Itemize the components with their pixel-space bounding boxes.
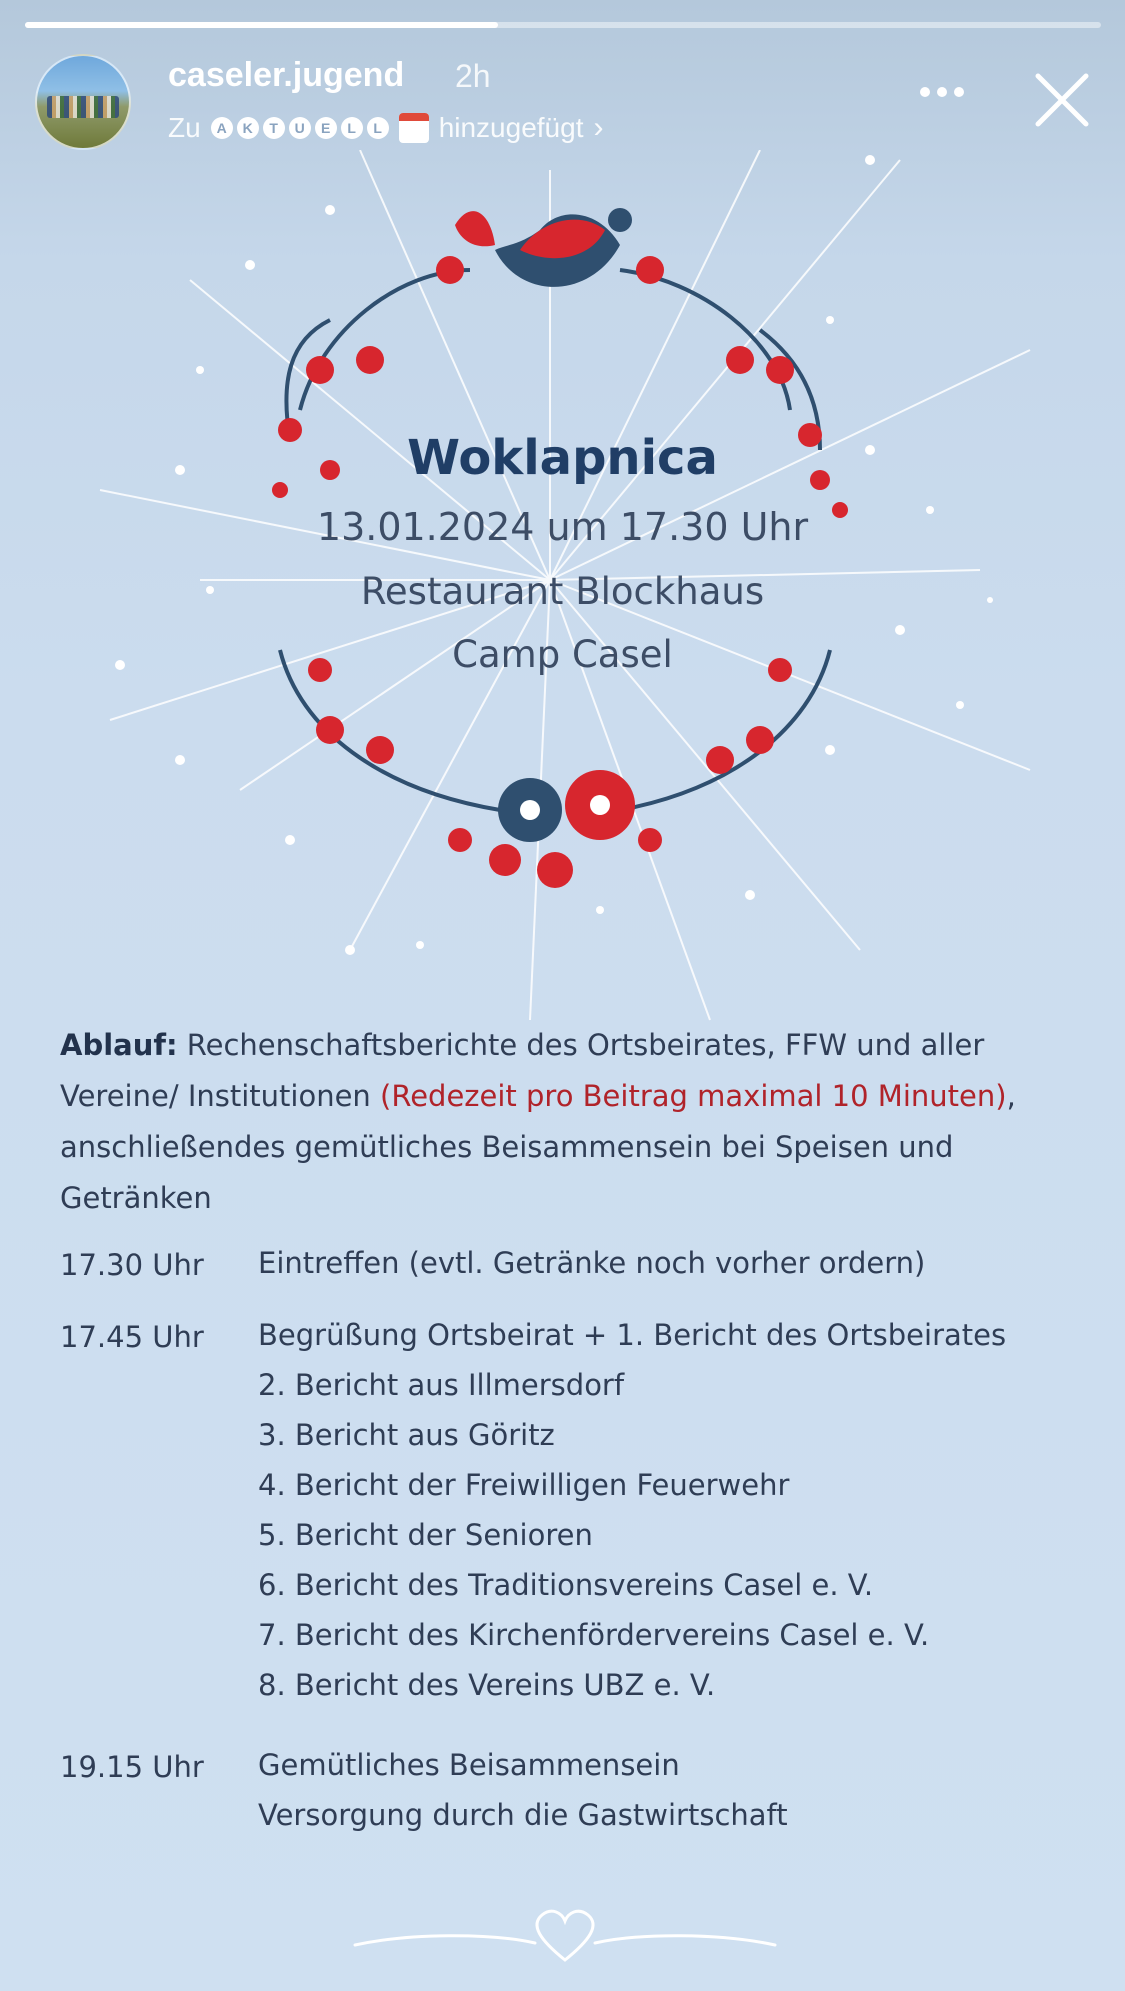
post-time: 2h — [455, 58, 491, 94]
avatar[interactable] — [35, 54, 131, 150]
chevron-right-icon: › — [593, 111, 604, 144]
highlight-name — [211, 117, 389, 139]
highlight-letter: A — [211, 117, 233, 139]
schedule-item: 4. Bericht der Freiwilligen Feuerwehr — [258, 1468, 790, 1502]
heart-icon — [350, 1905, 780, 1965]
avatar-photo — [47, 96, 119, 118]
highlight-letter: E — [315, 117, 337, 139]
schedule-item: 5. Bericht der Senioren — [258, 1518, 593, 1552]
highlight-letter: K — [237, 117, 259, 139]
highlight-letter: T — [263, 117, 285, 139]
highlight-link[interactable] — [168, 108, 603, 148]
ablauf-text-1: Rechenschaftsberichte des Ortsbeirates, FFW und aller Vereine/ Institutionen — [60, 1028, 985, 1113]
schedule-item: 6. Bericht des Traditionsvereins Casel e. V. — [258, 1568, 874, 1602]
schedule-item: Eintreffen (evtl. Getränke noch vorher ordern) — [258, 1246, 926, 1280]
subline-prefix: Zu — [168, 112, 201, 143]
more-dots-icon[interactable] — [920, 78, 972, 106]
highlight-letter: L — [341, 117, 363, 139]
highlight-letter: U — [289, 117, 311, 139]
schedule-time: 17.45 Uhr — [60, 1320, 204, 1354]
ablauf-label: Ablauf: — [60, 1028, 178, 1062]
schedule-item: 3. Bericht aus Göritz — [258, 1418, 555, 1452]
invitation-card — [0, 150, 1125, 1030]
event-title: Woklapnica — [407, 430, 718, 486]
event-venue: Restaurant Blockhaus — [360, 570, 765, 613]
highlight-letter: L — [367, 117, 389, 139]
calendar-icon — [399, 113, 429, 143]
schedule-item: Versorgung durch die Gastwirtschaft — [258, 1798, 788, 1832]
ablauf-highlight: (Redezeit pro Beitrag maximal 10 Minuten) — [380, 1079, 1007, 1113]
close-icon[interactable] — [1030, 68, 1094, 132]
schedule-time: 19.15 Uhr — [60, 1750, 204, 1784]
story-progress-bar — [25, 22, 1101, 28]
schedule-item: Gemütliches Beisammensein — [258, 1748, 680, 1782]
schedule-time: 17.30 Uhr — [60, 1248, 204, 1282]
schedule-item: 8. Bericht des Vereins UBZ e. V. — [258, 1668, 716, 1702]
bottom-flowers — [489, 770, 635, 888]
event-place: Camp Casel — [452, 633, 673, 676]
schedule-item: 2. Bericht aus Illmersdorf — [258, 1368, 625, 1402]
story-progress-fill — [25, 22, 498, 28]
ablauf-paragraph — [60, 1020, 1100, 1224]
subline-suffix: hinzugefügt — [438, 112, 584, 143]
schedule-item: 7. Bericht des Kirchenfördervereins Casel e. V. — [258, 1618, 930, 1652]
bird-ornament — [455, 208, 632, 287]
username[interactable]: caseler.jugend — [168, 56, 405, 94]
event-date: 13.01.2024 um 17.30 Uhr — [316, 505, 809, 549]
ablauf-text-2: , anschließendes gemütliches Beisammensein bei Speisen und Getränken — [60, 1079, 1016, 1215]
schedule-item: Begrüßung Ortsbeirat + 1. Bericht des Ortsbeirates — [258, 1318, 1007, 1352]
